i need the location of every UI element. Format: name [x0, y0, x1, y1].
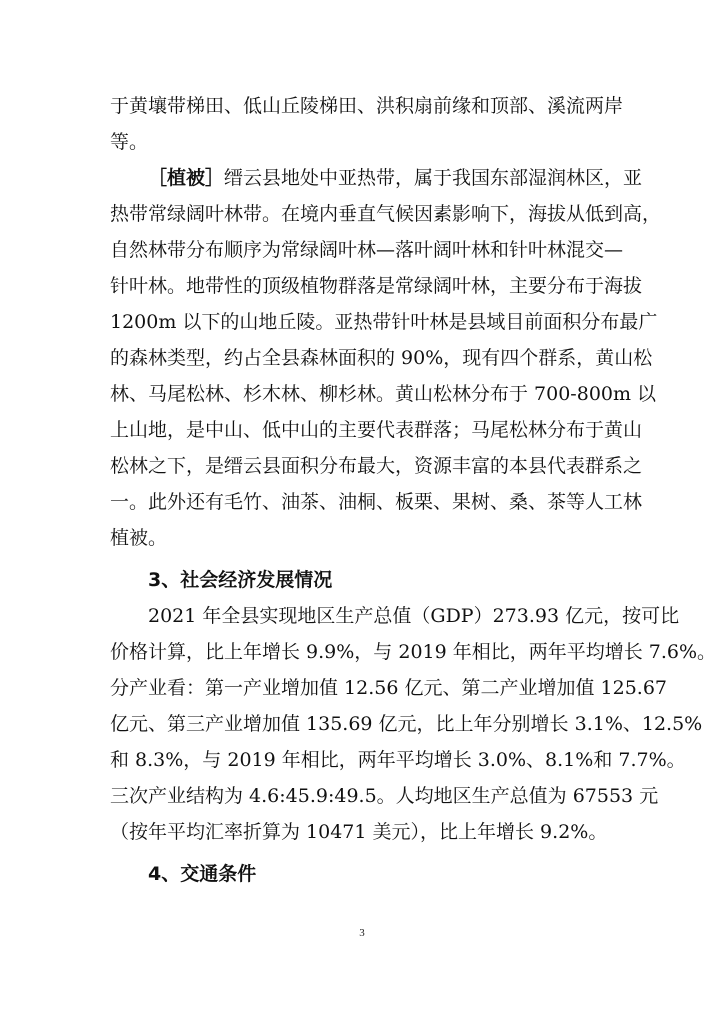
paragraph-line: 1200m 以下的山地丘陵。亚热带针叶林是县域目前面积分布最广: [110, 311, 658, 333]
paragraph-line: 和 8.3%，与 2019 年相比，两年平均增长 3.0%、8.1%和 7.7%。: [110, 749, 686, 771]
vegetation-first-text: 缙云县地处中亚热带，属于我国东部湿润林区，亚: [224, 167, 643, 189]
paragraph-line: 热带常绿阔叶林带。在境内垂直气候因素影响下，海拔从低到高，: [110, 203, 662, 225]
paragraph-line: 的森林类型，约占全县森林面积的 90%，现有四个群系，黄山松: [110, 347, 653, 369]
paragraph-line: 针叶林。地带性的顶级植物群落是常绿阔叶林，主要分布于海拔: [110, 275, 643, 297]
vegetation-label: ［植被］: [148, 167, 225, 189]
page-number: 3: [359, 927, 365, 939]
paragraph-line: 林、马尾松林、杉木林、柳杉林。黄山松林分布于 700-800m 以: [110, 383, 657, 405]
paragraph-line: 一。此外还有毛竹、油茶、油桐、板栗、果树、桑、茶等人工林: [110, 491, 643, 513]
paragraph-line: （按年平均汇率折算为 10471 美元），比上年增长 9.2%。: [110, 821, 608, 843]
paragraph-line: 等。: [110, 131, 149, 153]
paragraph-line: 植被。: [110, 527, 168, 549]
body-text: [110, 88, 717, 892]
paragraph-line: 三次产业结构为 4.6:45.9:49.5。人均地区生产总值为 67553 元: [110, 785, 659, 807]
vegetation-first-line: [110, 160, 643, 196]
paragraph-line: 2021 年全县实现地区生产总值（GDP）273.93 亿元，按可比: [148, 605, 680, 627]
paragraph-line: 于黄壤带梯田、低山丘陵梯田、洪积扇前缘和顶部、溪流两岸: [110, 95, 624, 117]
paragraph-line: 松林之下，是缙云县面积分布最大，资源丰富的本县代表群系之: [110, 455, 643, 477]
paragraph-line: 上山地，是中山、低中山的主要代表群落；马尾松林分布于黄山: [110, 419, 643, 441]
paragraph-line: 价格计算，比上年增长 9.9%，与 2019 年相比，两年平均增长 7.6%。: [110, 641, 717, 663]
paragraph-line: 亿元、第三产业增加值 135.69 亿元，比上年分别增长 3.1%、12.5%: [110, 713, 703, 735]
paragraph-line: 自然林带分布顺序为常绿阔叶林—落叶阔叶林和针叶林混交—: [110, 239, 624, 261]
paragraph-line: 分产业看：第一产业增加值 12.56 亿元、第二产业增加值 125.67: [110, 677, 667, 699]
section-heading: 3、社会经济发展情况: [148, 569, 333, 591]
section-heading: 4、交通条件: [148, 863, 257, 885]
